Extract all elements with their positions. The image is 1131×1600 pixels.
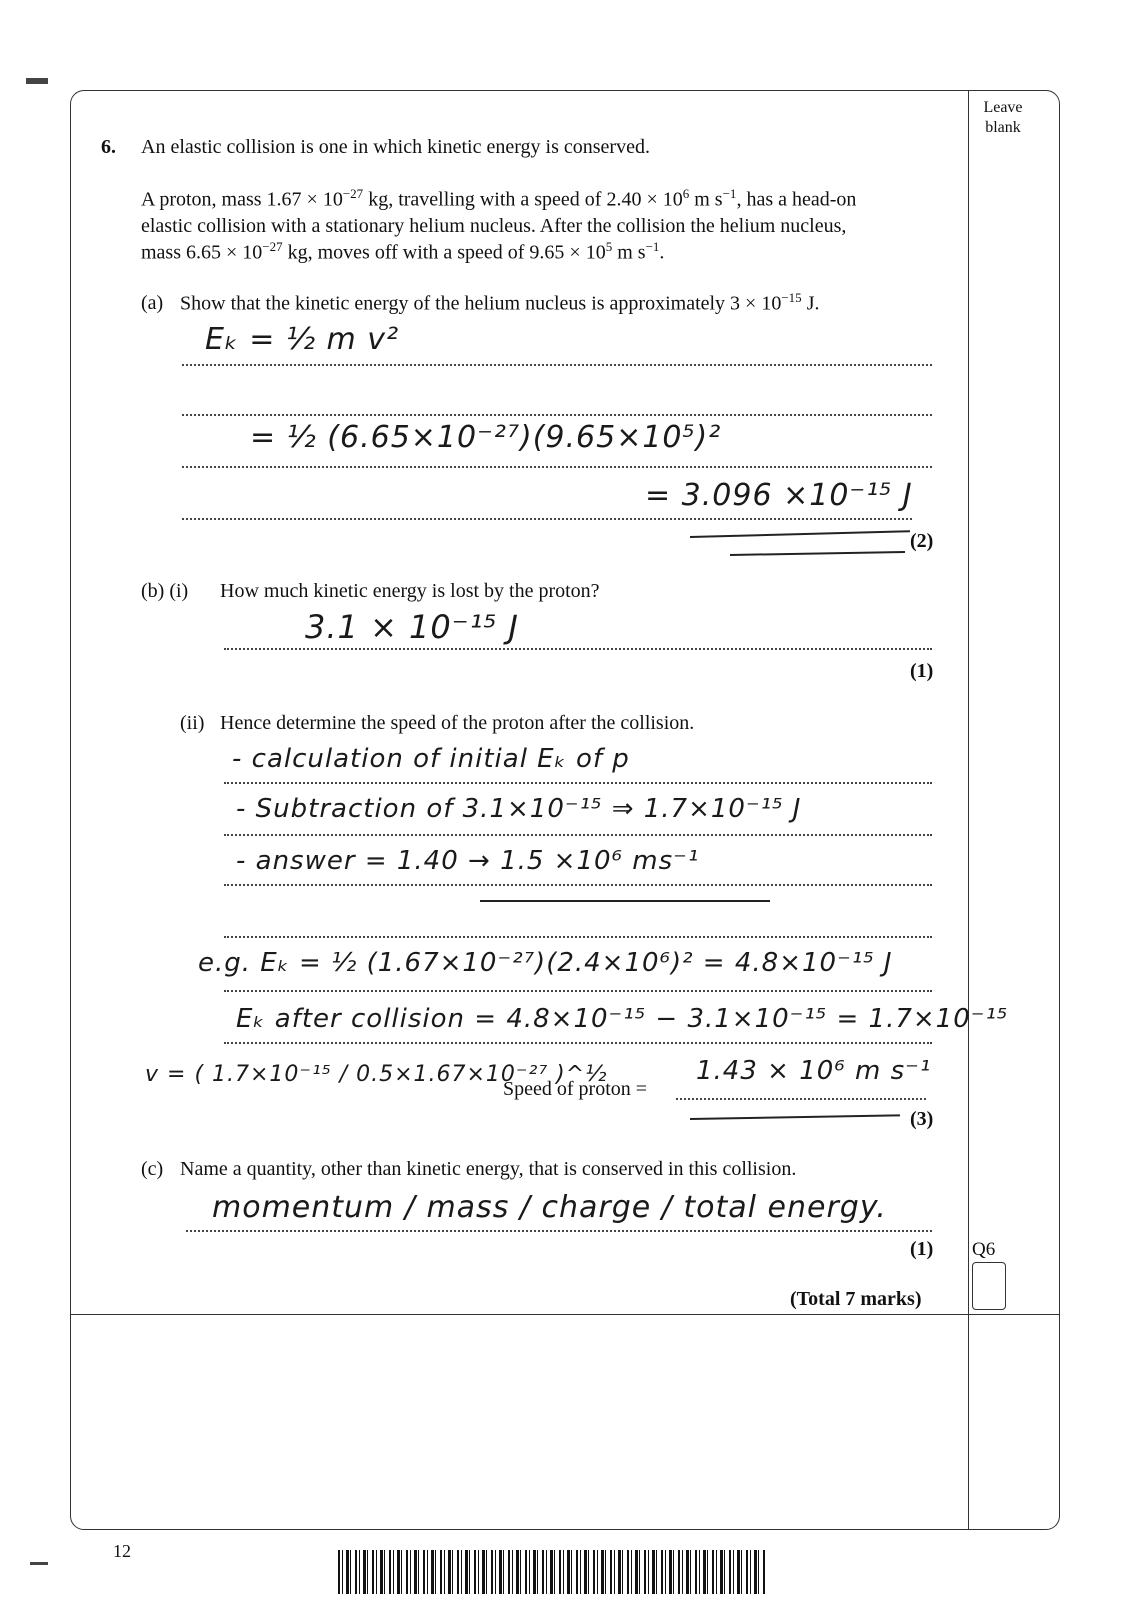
part-b-ii-question: Hence determine the speed of the proton after the collision. — [220, 712, 695, 734]
question-mark-box — [972, 1262, 1006, 1310]
part-c-label: (c) — [141, 1158, 164, 1180]
working-line-1: e.g. Eₖ = ½ (1.67×10⁻²⁷)(2.4×10⁶)² = 4.8×10⁻¹⁵ J — [198, 948, 893, 978]
part-b-i-question: How much kinetic energy is lost by the proton? — [220, 580, 600, 602]
answer-dotted-line — [676, 1098, 926, 1100]
part-b-ii-marks: (3) — [910, 1108, 934, 1130]
answer-dotted-line — [224, 936, 932, 938]
part-c-question: Name a quantity, other than kinetic energy, that is conserved in this collision. — [180, 1158, 797, 1180]
mark-scheme-line-3: - answer = 1.40 → 1.5 ×10⁶ ms⁻¹ — [236, 846, 700, 876]
answer-dotted-line — [224, 990, 932, 992]
part-b-ii-label: (ii) — [180, 712, 205, 734]
handwritten-underline — [480, 900, 770, 902]
part-a-answer-line-3: = 3.096 ×10⁻¹⁵ J — [645, 478, 913, 513]
answer-dotted-line — [182, 364, 932, 366]
scan-mark-top-left — [26, 78, 48, 84]
part-a-answer-line-2: = ½ (6.65×10⁻²⁷)(9.65×10⁵)² — [250, 420, 722, 455]
answer-dotted-line — [182, 414, 932, 416]
part-a-answer-line-1: Eₖ = ½ m v² — [205, 322, 400, 357]
total-marks: (Total 7 marks) — [790, 1288, 922, 1310]
answer-dotted-line — [182, 466, 932, 468]
answer-dotted-line — [182, 518, 912, 520]
question-number: 6. — [101, 136, 116, 158]
part-a-question: Show that the kinetic energy of the helium nucleus is approximately $3 \times 10^{-15}$ J. — [180, 290, 820, 315]
mark-scheme-line-2: - Subtraction of 3.1×10⁻¹⁵ ⇒ 1.7×10⁻¹⁵ J — [236, 794, 802, 824]
answer-dotted-line — [224, 834, 932, 836]
mark-scheme-line-1: - calculation of initial Eₖ of p — [232, 744, 630, 774]
leave-blank-label: Leave blank — [983, 99, 1023, 136]
answer-dotted-line — [224, 884, 932, 886]
barcode — [338, 1550, 766, 1594]
answer-dotted-line — [224, 1042, 932, 1044]
part-a-label: (a) — [141, 292, 164, 314]
answer-dotted-line — [224, 648, 932, 650]
page-number: 12 — [113, 1541, 131, 1561]
working-line-3: v = ( 1.7×10⁻¹⁵ / 0.5×1.67×10⁻²⁷ )^½ — [145, 1062, 608, 1087]
question-end-divider — [70, 1314, 1060, 1315]
part-b-i-label: (b) (i) — [141, 580, 189, 602]
scan-mark-bottom-left — [30, 1562, 48, 1565]
question-stem: A proton, mass $1.67 \times 10^{-27}$ kg, travelling with a speed of $2.40 \times 10^6$ m $s^{-1}$, has a head-on elastic collision with a stationary helium nucleus. After the collision the helium nucleus, mass $6.65 \times 10^{-27}$ kg, moves off with a speed of $9.65 \times 10^5$ m $s^{-1}$. — [141, 186, 857, 264]
question-intro: An elastic collision is one in which kinetic energy is conserved. — [141, 136, 650, 158]
part-b-i-marks: (1) — [910, 660, 934, 682]
answer-dotted-line — [186, 1230, 932, 1232]
part-c-answer: momentum / mass / charge / total energy. — [212, 1190, 887, 1225]
question-box-label: Q6 — [972, 1239, 996, 1260]
working-line-2: Eₖ after collision = 4.8×10⁻¹⁵ − 3.1×10⁻¹⁵ = 1.7×10⁻¹⁵ — [236, 1004, 1009, 1034]
speed-of-proton-answer: 1.43 × 10⁶ m s⁻¹ — [696, 1056, 932, 1086]
part-c-marks: (1) — [910, 1238, 934, 1260]
part-a-marks: (2) — [910, 530, 934, 552]
speed-of-proton-label: Speed of proton = — [503, 1078, 648, 1100]
part-b-i-answer: 3.1 × 10⁻¹⁵ J — [305, 608, 519, 646]
answer-dotted-line — [224, 782, 932, 784]
